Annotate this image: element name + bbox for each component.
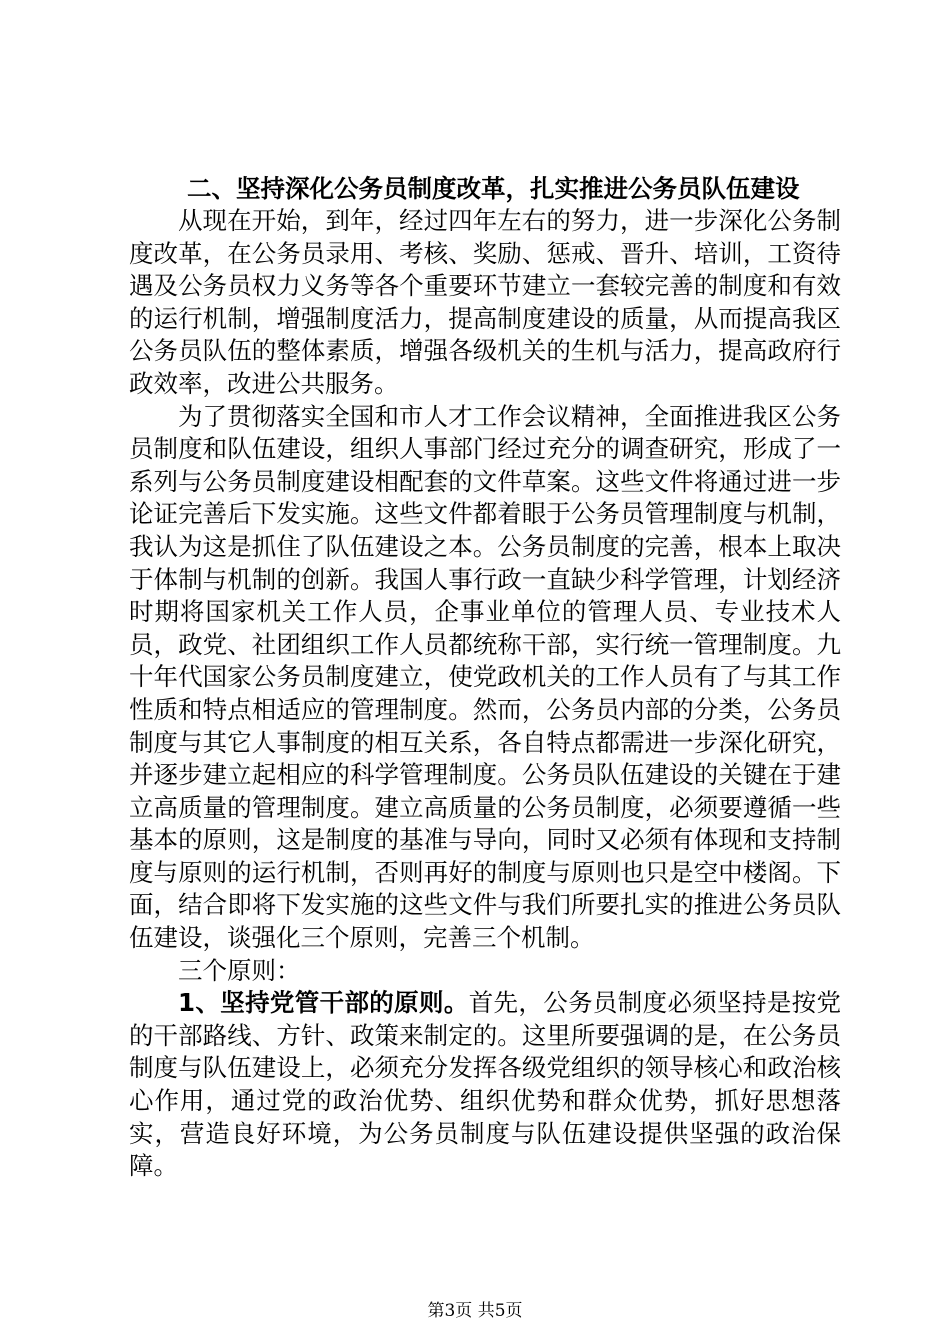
paragraph-3: 三个原则： [178, 955, 301, 985]
document-body [129, 172, 841, 1183]
page-footer: 第3页 共5页 [427, 1301, 523, 1321]
principle-text: 首先，公务员制度必须坚持是按党的干部路线、方针、政策来制定的。这里所要强调的是，在公务员制度与队伍建设上，必须充分发挥各级党组织的领导核心和政治核心作用，通过党的政治优势、组织优势和群众优势，抓好思想落实，营造良好环境，为公务员制度与队伍建设提供坚强的政治保障。 [129, 988, 842, 1181]
section-heading: 二、坚持深化公务员制度改革，扎实推进公务员队伍建设 [187, 174, 800, 203]
paragraph-2: 为了贯彻落实全国和市人才工作会议精神，全面推进我区公务员制度和队伍建设，组织人事部门经过充分的调查研究，形成了一系列与公务员制度建设相配套的文件草案。这些文件将通过进一步论证完善后下发实施。这些文件都着眼于公务员管理制度与机制，我认为这是抓住了队伍建设之本。公务员制度的完善，根本上取决于体制与机制的创新。我国人事行政一直缺少科学管理，计划经济时期将国家机关工作人员，企事业单位的管理人员、专业技术人员，政党、社团组织工作人员都统称干部，实行统一管理制度。九十年代国家公务员制度建立，使党政机关的工作人员有了与其工作性质和特点相适应的管理制度。然而，公务员内部的分类，公务员制度与其它人事制度的相互关系，各自特点都需进一步深化研究，并逐步建立起相应的科学管理制度。公务员队伍建设的关键在于建立高质量的管理制度。建立高质量的公务员制度，必须要遵循一些基本的原则，这是制度的基准与导向，同时又必须有体现和支持制度与原则的运行机制，否则再好的制度与原则也只是空中楼阁。下面，结合即将下发实施的这些文件与我们所要扎实的推进公务员队伍建设，谈强化三个原则，完善三个机制。 [129, 401, 841, 953]
paragraph-principle-1 [129, 987, 841, 1183]
paragraph-1: 从现在开始，到年，经过四年左右的努力，进一步深化公务制度改革，在公务员录用、考核、奖励、惩戒、晋升、培训，工资待遇及公务员权力义务等各个重要环节建立一套较完善的制度和有效的运行机制，增强制度活力，提高制度建设的质量，从而提高我区公务员队伍的整体素质，增强各级机关的生机与活力，提高政府行政效率，改进公共服务。 [129, 206, 841, 398]
principle-lead: 1、坚持党管干部的原则。 [178, 988, 469, 1018]
